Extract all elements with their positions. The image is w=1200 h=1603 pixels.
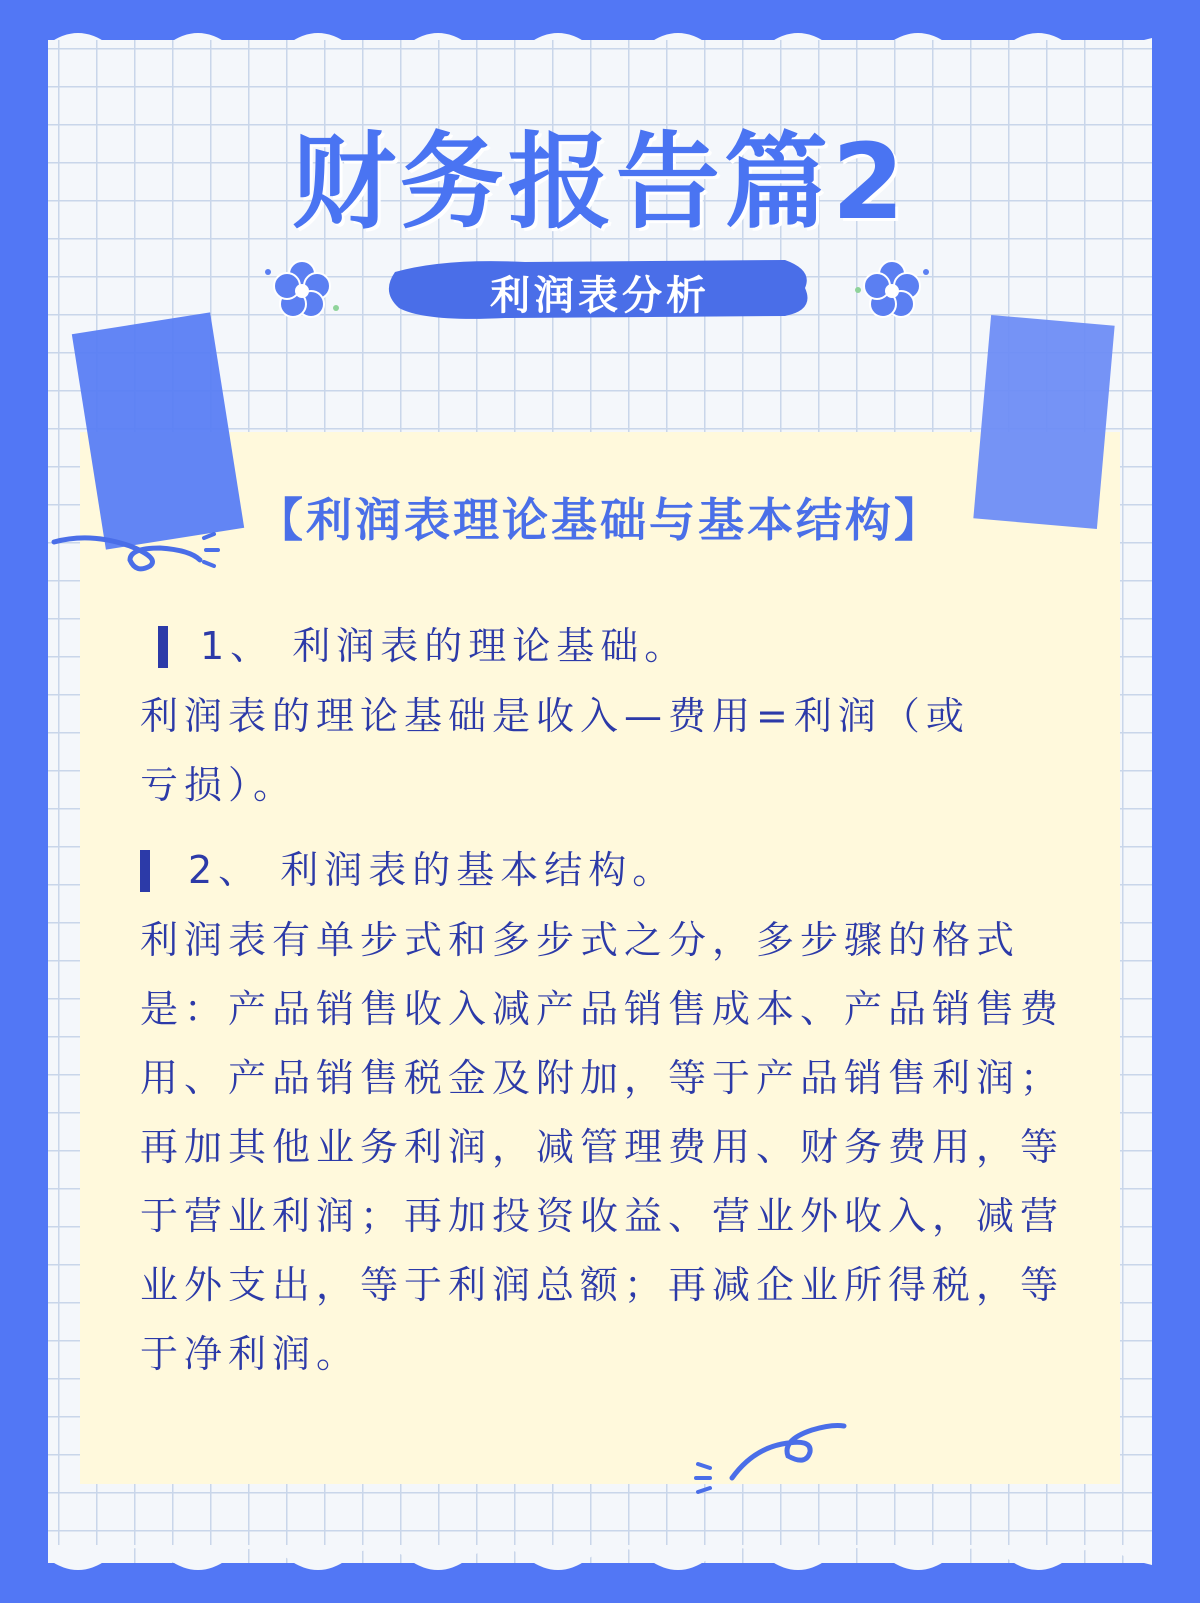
heading-marker bbox=[140, 850, 150, 892]
flower-icon bbox=[262, 250, 342, 330]
point-body: 利润表有单步式和多步式之分，多步骤的格式是：产品销售收入减产品销售成本、产品销售费用、产品销售税金及附加，等于产品销售利润；再加其他业务利润，减管理费用、财务费用，等于营业利润；再加投资收益、营业外收入，减营业外支出，等于利润总额；再减企业所得税，等于净利润。 bbox=[140, 918, 1065, 1376]
subtitle-banner bbox=[385, 252, 815, 324]
section-heading: 【利润表理论基础与基本结构】 bbox=[257, 493, 943, 547]
point-heading-text: 1、 利润表的理论基础。 bbox=[200, 624, 689, 668]
flower-icon bbox=[852, 250, 932, 330]
wavy-border-bottom bbox=[0, 1545, 1200, 1585]
page-title: 财务报告篇2 bbox=[291, 121, 909, 243]
point-heading-text: 2、 利润表的基本结构。 bbox=[188, 848, 677, 892]
heading-marker bbox=[158, 626, 168, 668]
point-body: 利润表的理论基础是收入—费用=利润（或亏损）。 bbox=[140, 694, 970, 807]
point-heading bbox=[140, 610, 1080, 682]
note-content bbox=[140, 610, 1080, 1389]
point-heading bbox=[140, 834, 1080, 906]
page-subtitle: 利润表分析 bbox=[490, 273, 710, 319]
squiggle-icon bbox=[692, 1410, 852, 1500]
squiggle-icon bbox=[50, 528, 220, 578]
